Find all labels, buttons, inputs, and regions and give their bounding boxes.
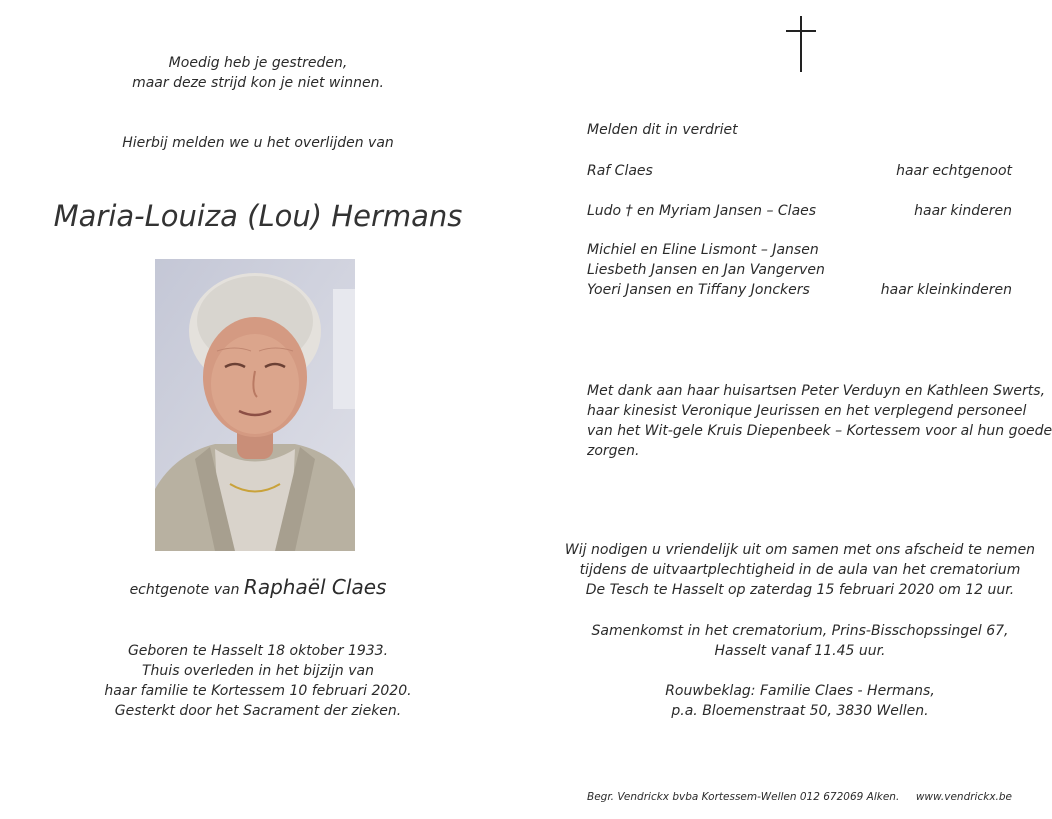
bio-line: Gesterkt door het Sacrament der zieken. xyxy=(114,703,402,719)
gathering xyxy=(591,621,1008,661)
spouse-name: Raphaël Claes xyxy=(243,575,387,599)
thanks-line: haar kinesist Veronique Jeurissen en het verplegend personeel xyxy=(587,403,1027,419)
announcement: Hierbij melden we u het overlijden van xyxy=(122,135,394,151)
grandchildren-names xyxy=(587,240,825,300)
invitation-line: tijdens de uitvaartplechtigheid in de aula van het crematorium xyxy=(579,562,1021,578)
family-names: Ludo † en Myriam Jansen – Claes xyxy=(587,203,817,219)
portrait-photo xyxy=(155,259,355,551)
family-relation: haar echtgenoot xyxy=(896,163,1012,179)
thanks-paragraph xyxy=(587,381,1052,461)
contact-line: Rouwbeklag: Familie Claes - Hermans, xyxy=(665,683,935,699)
thanks-line: van het Wit-gele Kruis Diepenbeek – Kortessem voor al hun goede xyxy=(587,423,1052,439)
thanks-line: zorgen. xyxy=(587,443,640,459)
gathering-line: Samenkomst in het crematorium, Prins-Bisschopssingel 67, xyxy=(591,623,1009,639)
spouse-line xyxy=(130,577,387,600)
motto-line: Moedig heb je gestreden, xyxy=(168,55,348,71)
family-names: Yoeri Jansen en Tiffany Jonckers xyxy=(587,282,810,298)
bio-line: Geboren te Hasselt 18 oktober 1933. xyxy=(127,643,389,659)
spouse-prefix: echtgenote van xyxy=(129,582,244,598)
family-names: Raf Claes xyxy=(587,163,653,179)
family-names: Liesbeth Jansen en Jan Vangerven xyxy=(587,262,825,278)
gathering-line: Hasselt vanaf 11.45 uur. xyxy=(714,643,886,659)
family-names: Michiel en Eline Lismont – Jansen xyxy=(587,242,819,258)
thanks-line: Met dank aan haar huisartsen Peter Verduyn en Kathleen Swerts, xyxy=(587,383,1046,399)
family-intro: Melden dit in verdriet xyxy=(587,122,738,138)
website-link[interactable]: www.vendrickx.be xyxy=(915,791,1012,803)
condolence-contact xyxy=(665,681,935,721)
motto xyxy=(132,53,384,93)
deceased-name: Maria-Louiza (Lou) Hermans xyxy=(53,199,463,233)
family-relation: haar kinderen xyxy=(914,203,1012,219)
invitation-line: De Tesch te Hasselt op zaterdag 15 februari 2020 om 12 uur. xyxy=(585,582,1015,598)
latin-cross-icon xyxy=(786,16,816,72)
motto-line: maar deze strijd kon je niet winnen. xyxy=(132,75,384,91)
family-relation: haar kleinkinderen xyxy=(880,282,1012,298)
bio-line: haar familie te Kortessem 10 februari 2020. xyxy=(104,683,412,699)
contact-line: p.a. Bloemenstraat 50, 3830 Wellen. xyxy=(671,703,929,719)
biography xyxy=(104,641,411,721)
printer-credit: Begr. Vendrickx bvba Kortessem-Wellen 012 672069 Alken. xyxy=(587,791,900,803)
invitation-line: Wij nodigen u vriendelijk uit om samen met ons afscheid te nemen xyxy=(564,542,1036,558)
bio-line: Thuis overleden in het bijzijn van xyxy=(142,663,374,679)
invitation xyxy=(565,540,1035,600)
